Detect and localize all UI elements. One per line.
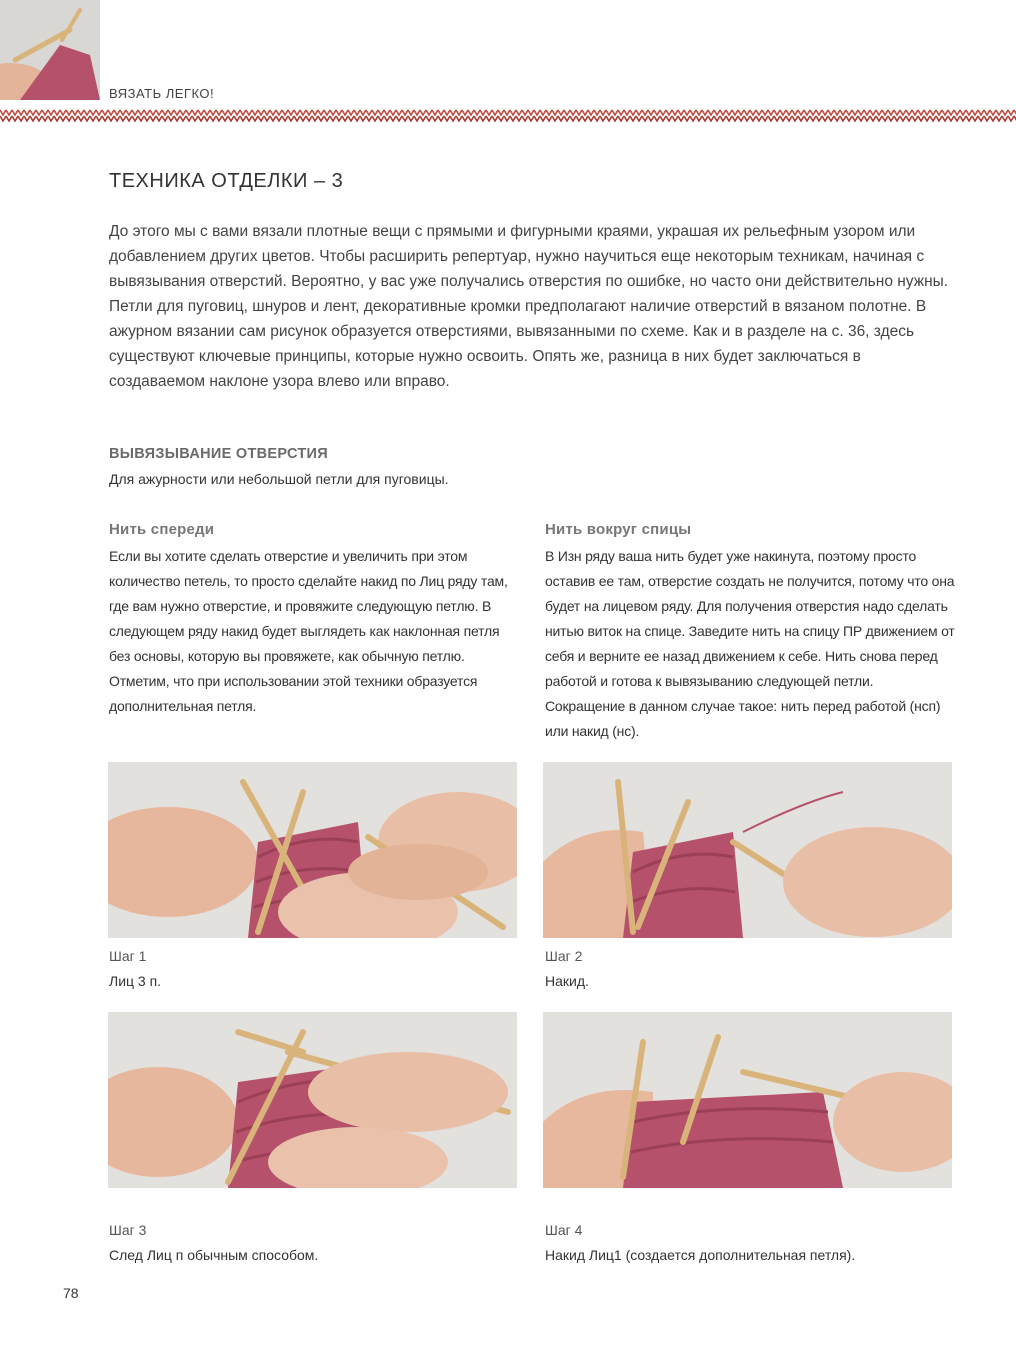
- column-body: В Изн ряду ваша нить будет уже накинута, поэтому просто оставив ее там, отверстие создать не получится, потому что она будет на лицевом ряду. Для получения отверстия надо сделать нитью виток на спице. Заведите нить на спицу ПР движением от себя и верните ее назад движением к себе. Нить снова перед работой и готова к вывязыванию следующей петли. Сокращение в данном случае такое: нить перед работой (нсп) или накид (нс).: [545, 548, 955, 739]
- step-label: Шаг 1: [109, 948, 147, 964]
- step-4-photo: [543, 1012, 952, 1188]
- section-subtitle: Для ажурности или небольшой петли для пуговицы.: [109, 471, 449, 487]
- section-title: ВЫВЯЗЫВАНИЕ ОТВЕРСТИЯ: [109, 446, 328, 462]
- step-text: Накид.: [545, 973, 589, 989]
- step-text: След Лиц п обычным способом.: [109, 1247, 319, 1263]
- step-label: Шаг 2: [545, 948, 583, 964]
- step-2-photo: [543, 762, 952, 938]
- step-4-caption: [545, 1218, 965, 1268]
- step-3-photo: [108, 1012, 517, 1188]
- step-2-caption: [545, 944, 965, 994]
- page-title: ТЕХНИКА ОТДЕЛКИ – 3: [109, 170, 344, 192]
- step-label: Шаг 4: [545, 1222, 583, 1238]
- column-yarn-forward: [109, 521, 521, 719]
- step-text: Накид Лиц1 (создается дополнительная петля).: [545, 1247, 856, 1263]
- running-head: ВЯЗАТЬ ЛЕГКО!: [109, 86, 215, 101]
- column-yarn-round-needle: [545, 521, 957, 744]
- step-1-caption: [109, 944, 529, 994]
- column-body: Если вы хотите сделать отверстие и увеличить при этом количество петель, то просто сделайте накид по Лиц ряду там, где вам нужно отверстие, и провяжите следующую петлю. В следующем ряду накид будет выглядеть как наклонная петля без основы, которую вы провяжете, как обычную петлю. Отметим, что при использовании этой техники образуется дополнительная петля.: [109, 548, 508, 714]
- header-thumbnail-image: [0, 0, 100, 100]
- stitch-rule-divider: [0, 108, 1016, 122]
- column-heading: Нить спереди: [109, 521, 215, 538]
- step-text: Лиц 3 п.: [109, 973, 162, 989]
- step-label: Шаг 3: [109, 1222, 147, 1238]
- column-heading: Нить вокруг спицы: [545, 521, 692, 538]
- intro-paragraph: До этого мы с вами вязали плотные вещи с прямыми и фигурными краями, украшая их рельефным узором или добавлением других цветов. Чтобы расширить репертуар, нужно научиться еще некоторым техникам, начиная с вывязывания отверстий. Вероятно, у вас уже получались отверстия по ошибке, но часто они действительно нужны. Петли для пуговиц, шнуров и лент, декоративные кромки предполагают наличие отверстий в вязаном полотне. В ажурном вязании сам рисунок образуется отверстиями, вывязанными по схеме. Как и в разделе на с. 36, здесь существуют ключевые принципы, которые нужно освоить. Опять же, разница в них будет заключаться в создаваемом наклоне узора влево или вправо.: [109, 223, 949, 390]
- step-3-caption: [109, 1218, 529, 1268]
- step-1-photo: [108, 762, 517, 938]
- page-number: 78: [63, 1285, 79, 1301]
